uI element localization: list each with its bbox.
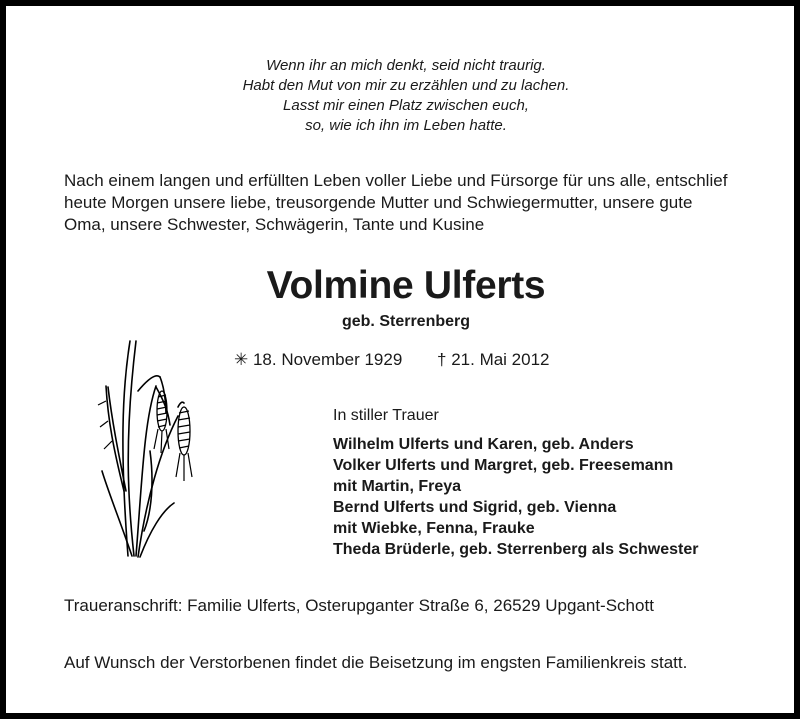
poem-line: Lasst mir einen Platz zwischen euch,	[283, 97, 529, 114]
poem-line: Wenn ihr an mich denkt, seid nicht traurig.	[266, 57, 546, 74]
birth-date: ✳ 18. November 1929	[234, 350, 403, 369]
mourner-line: mit Wiebke, Fenna, Frauke	[333, 520, 535, 537]
mourner-line: Volker Ulferts und Margret, geb. Freesemann	[333, 457, 674, 474]
poem-line: so, wie ich ihn im Leben hatte.	[305, 117, 507, 134]
mourners-list	[333, 434, 698, 560]
intro-text	[64, 170, 754, 236]
grass-stalks-icon	[94, 331, 204, 559]
mourner-line: Bernd Ulferts und Sigrid, geb. Vienna	[333, 499, 617, 516]
mourning-address: Traueranschrift: Familie Ulferts, Osterupganter Straße 6, 26529 Upgant-Schott	[64, 596, 654, 615]
death-date: † 21. Mai 2012	[437, 350, 550, 369]
life-dates	[234, 349, 550, 371]
maiden-name: geb. Sterrenberg	[341, 313, 471, 330]
mourner-line: Wilhelm Ulferts und Karen, geb. Anders	[333, 436, 634, 453]
funeral-note: Auf Wunsch der Verstorbenen findet die Beisetzung im engsten Familienkreis statt.	[64, 653, 688, 672]
poem	[6, 56, 800, 136]
mourner-line: Theda Brüderle, geb. Sterrenberg als Schwester	[333, 541, 699, 558]
intro-line: Nach einem langen und erfüllten Leben voller Liebe und Fürsorge für uns alle, entschlief	[64, 171, 728, 190]
intro-line: Oma, unsere Schwester, Schwägerin, Tante und Kusine	[64, 215, 485, 234]
intro-line: heute Morgen unsere liebe, treusorgende Mutter und Schwiegermutter, unsere gute	[64, 193, 693, 212]
mourning-label: In stiller Trauer	[333, 407, 439, 424]
deceased-name: Volmine Ulferts	[266, 264, 546, 307]
poem-line: Habt den Mut von mir zu erzählen und zu lachen.	[242, 77, 570, 94]
mourner-line: mit Martin, Freya	[333, 478, 462, 495]
